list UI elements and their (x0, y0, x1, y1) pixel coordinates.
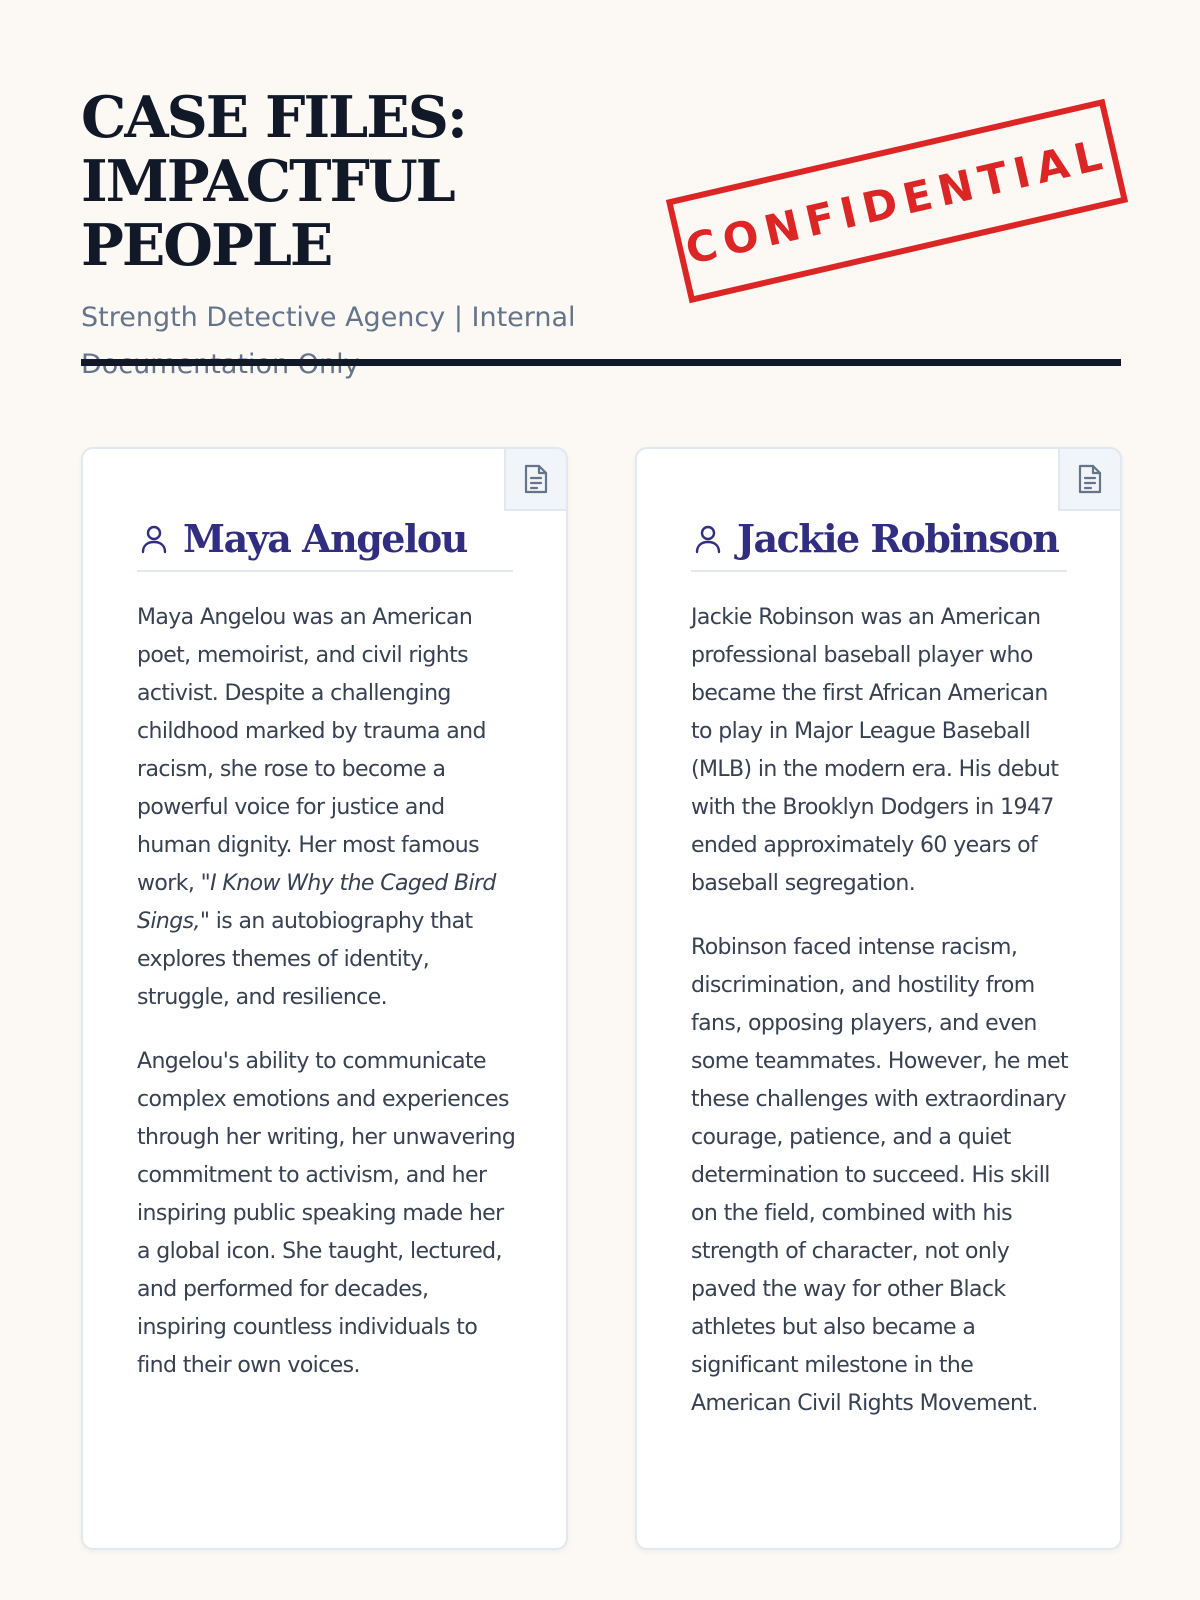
paragraph-2: Angelou's ability to communicate complex emotions and experiences through her writing, her unwavering commitment to activism, and her inspiring public speaking made her a global icon. She taught, lectured, and performed for decades, inspiring countless individuals to find their own voices. (137, 1049, 516, 1378)
page-subtitle: Strength Detective Agency | Internal (81, 302, 576, 333)
paragraph-2: Robinson faced intense racism, discrimination, and hostility from fans, opposing players, and even some teammates. However, he met these challenges with extraordinary courage, patience, and a quiet determination to succeed. His skill on the field, combined with his strength of character, not only paved the way for other Black athletes but also became a significant milestone in the American Civil Rights Movement. (691, 935, 1069, 1416)
user-icon (691, 522, 725, 556)
document-icon[interactable] (1058, 447, 1122, 511)
person-name: Maya Angelou (183, 516, 467, 561)
person-name: Jackie Robinson (737, 516, 1059, 561)
case-file-card-jackie-robinson (635, 447, 1122, 1550)
document-icon[interactable] (504, 447, 568, 511)
confidential-stamp-label: CONFIDENTIAL (680, 128, 1114, 274)
card-header (691, 507, 1067, 572)
paragraph-1: Jackie Robinson was an American professional baseball player who became the first African American to play in Major League Baseball (MLB) in the modern era. His debut with the Brooklyn Dodgers in 1947 ended approximately 60 years of baseball segregation. (691, 605, 1059, 896)
header-divider (81, 359, 1121, 366)
page-title-line-1: CASE FILES: (81, 84, 466, 151)
page-title-line-2: IMPACTFUL PEOPLE (81, 148, 454, 279)
card-header (137, 507, 513, 572)
card-body (137, 599, 517, 1385)
paragraph-1-text: Maya Angelou was an American poet, memoirist, and civil rights activist. Despite a challenging childhood marked by trauma and racism, she rose to become a powerful voice for justice and human dignity. Her most famous work, (137, 605, 486, 896)
card-body (691, 599, 1071, 1423)
user-icon (137, 522, 171, 556)
paragraph-1-text-end: is an autobiography that explores themes of identity, struggle, and resilience. (137, 909, 473, 1010)
book-title: "I Know Why the Caged Bird Sings," (137, 871, 496, 934)
case-file-card-maya-angelou (81, 447, 568, 1550)
page-title (81, 86, 701, 278)
paragraph-1 (137, 599, 517, 1017)
